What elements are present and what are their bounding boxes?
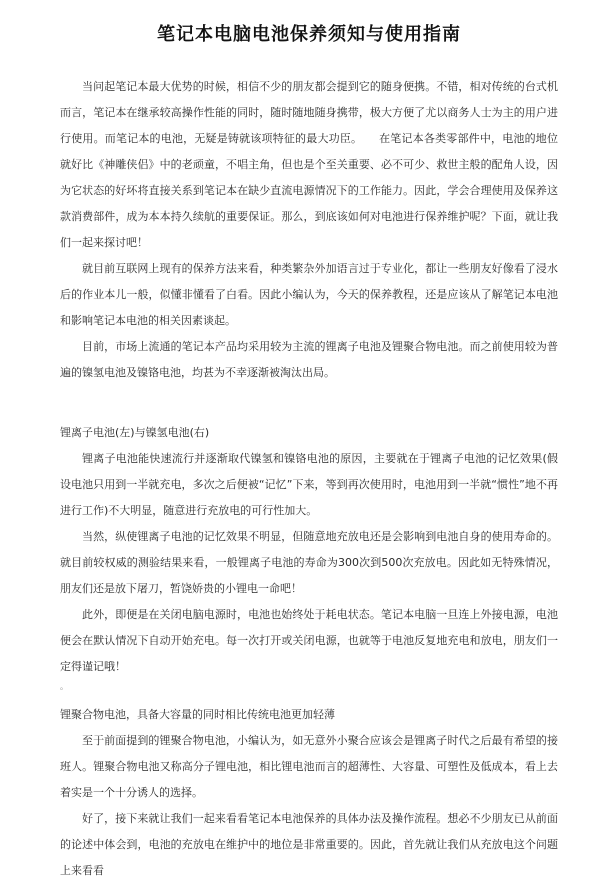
- body-paragraph: 此外，即便是在关闭电脑电源时，电池也始终处于耗电状态。笔记本电脑一旦连上外接电源，电池便会在默认情况下自动开始充电。每一次打开或关闭电源，也就等于电池反复地充电和放电，朋友们一定得谨记哦！: [60, 608, 558, 673]
- body-paragraph: 目前，市场上流通的笔记本产品均采用较为主流的锂离子电池及锂聚合物电池。而之前使用较为普遍的镍氢电池及镍铬电池，均甚为不幸逐渐被淘汰出局。: [60, 340, 558, 379]
- body-paragraph: 好了，接下来就让我们一起来看看笔记本电池保养的具体办法及操作流程。想必不少朋友已从前面的论述中体会到，电池的充放电在维护中的地位是非常重要的。因此，首先就让我们从充放电这个问题上来看看: [60, 812, 558, 877]
- stray-mark: 。: [60, 682, 68, 691]
- body-paragraph: 当然，纵使锂离子电池的记忆效果不明显，但随意地充放电还是会影响到电池自身的使用寿命的。就目前较权威的测验结果来看，一般锂离子电池的寿命为300次到500次充放电。因此如无特殊情况，朋友们还是放下屠刀，暂饶娇贵的小锂电一命吧！: [60, 530, 558, 595]
- document-title: 笔记本电脑电池保养须知与使用指南: [157, 24, 461, 45]
- body-paragraph: 当问起笔记本最大优势的时候，相信不少的朋友都会提到它的随身便携。不错，相对传统的台式机而言，笔记本在继承较高操作性能的同时，随时随地随身携带，极大方便了尤以商务人士为主的用户进行使用。而笔记本的电池，无疑是铸就该项特征的最大功臣。 在笔记本各类零部件中，电池的地位就好比《神雕侠侣》中的老顽童，不唱主角，但也是个至关重要、必不可少、救世主般的配角人设，因为它状态的好坏将直接关系到笔记本在缺少直流电源情况下的工作能力。因此，学会合理使用及保养这款消费部件，成为本本持久续航的重要保证。那么，到底该如何对电池进行保养维护呢？下面，就让我们一起来探讨吧！: [60, 80, 558, 249]
- section-heading-li-polymer: 锂聚合物电池，具备大容量的同时相比传统电池更加轻薄: [60, 708, 335, 721]
- body-paragraph: 就目前互联网上现有的保养方法来看，种类繁杂外加语言过于专业化，都让一些朋友好像看了浸水后的作业本儿一般，似懂非懂看了白看。因此小编认为，今天的保养教程，还是应该从了解笔记本电池和影响笔记本电池的相关因素谈起。: [60, 262, 558, 327]
- section-heading-li-ion: 锂离子电池(左)与镍氢电池(右): [60, 426, 210, 439]
- body-paragraph: 至于前面提到的锂聚合物电池，小编认为，如无意外小聚合应该会是锂离子时代之后最有希望的接班人。锂聚合物电池又称高分子锂电池，相比锂电池而言的超薄性、大容量、可塑性及低成本，看上去着实是一个十分诱人的选择。: [60, 734, 558, 799]
- image-placeholder-gap: [60, 386, 558, 420]
- body-paragraph: 锂离子电池能快速流行并逐渐取代镍氢和镍铬电池的原因，主要就在于锂离子电池的记忆效果(假设电池只用到一半就充电，多次之后便被“记忆”下来，等到再次使用时，电池用到一半就“惯性”地不再进行工作)不大明显，随意进行充放电的可行性加大。: [60, 452, 558, 517]
